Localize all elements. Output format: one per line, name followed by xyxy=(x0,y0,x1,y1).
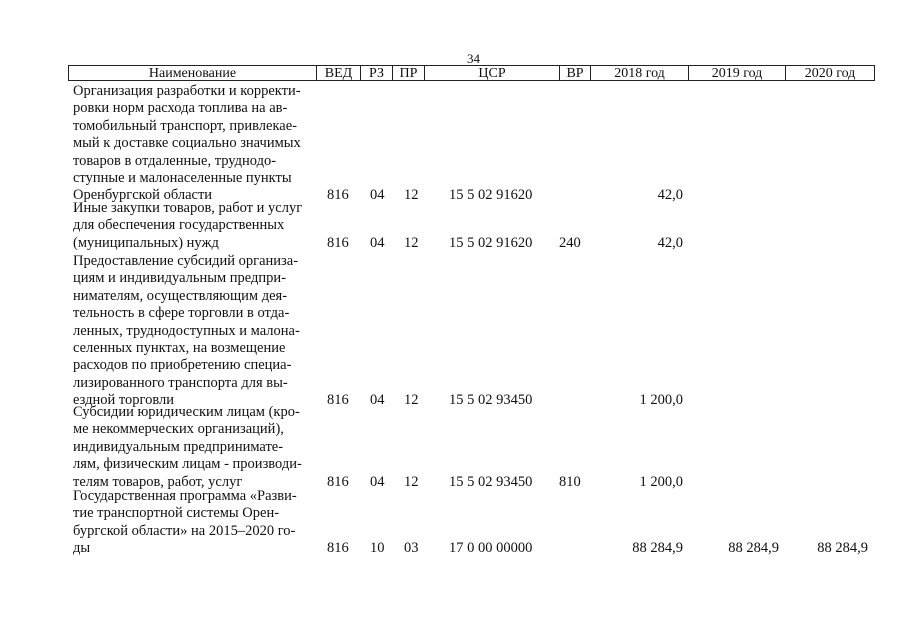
cell-csr: 15 5 02 91620 xyxy=(449,234,533,251)
row-name xyxy=(73,200,313,252)
table-header xyxy=(68,65,875,81)
cell-pr: 12 xyxy=(404,473,419,490)
row-name-line: селенных пунктах, на возмещение xyxy=(73,340,286,357)
row-name-line: индивидуальным предпринимате- xyxy=(73,438,284,455)
row-name-line: тие транспортной системы Орен- xyxy=(73,505,280,522)
row-name-line: ездной торговли xyxy=(73,392,174,409)
cell-pr: 12 xyxy=(404,234,419,251)
row-name-line: ровки норм расхода топлива на ав- xyxy=(73,100,288,117)
cell-ved: 816 xyxy=(327,540,349,557)
cell-ved: 816 xyxy=(327,473,349,490)
header-csr: ЦСР xyxy=(425,66,560,80)
row-name-line: Государственная программа «Разви- xyxy=(73,488,297,504)
header-ved: ВЕД xyxy=(317,66,361,80)
page-number: 34 xyxy=(467,51,480,66)
cell-y2018: 42,0 xyxy=(657,234,683,251)
row-name-line: лизированного транспорта для вы- xyxy=(73,374,288,391)
row-name-line: Предоставление субсидий организа- xyxy=(73,253,299,269)
cell-rz: 10 xyxy=(370,540,385,557)
cell-ved: 816 xyxy=(327,234,349,251)
cell-rz: 04 xyxy=(370,187,385,204)
row-name-line: лям, физическим лицам - производи- xyxy=(73,456,302,473)
cell-y2018: 1 200,0 xyxy=(639,473,683,490)
row-name-line: телям товаров, работ, услуг xyxy=(73,473,243,490)
cell-y2018: 88 284,9 xyxy=(632,540,683,557)
row-name-line: Иные закупки товаров, работ и услуг xyxy=(73,200,303,216)
cell-rz: 04 xyxy=(370,234,385,251)
row-name-line: ленных, труднодоступных и малона- xyxy=(73,322,300,339)
row-name-line: томобильный транспорт, привлекае- xyxy=(73,117,297,134)
cell-csr: 15 5 02 93450 xyxy=(449,473,533,490)
row-name xyxy=(73,404,313,491)
row-name-line: Организация разработки и корректи- xyxy=(73,83,301,99)
header-2020: 2020 год xyxy=(804,66,856,81)
row-name xyxy=(73,83,313,205)
row-name-line: мый к доставке социально значимых xyxy=(73,135,301,152)
cell-y2019: 88 284,9 xyxy=(728,540,779,557)
header-2019: 2019 год xyxy=(689,66,786,80)
row-name-line: бургской области» на 2015–2020 го- xyxy=(73,522,296,539)
row-name-line: расходов по приобретению специа- xyxy=(73,357,292,374)
row-name xyxy=(73,253,313,410)
cell-ved: 816 xyxy=(327,187,349,204)
cell-rz: 04 xyxy=(370,473,385,490)
row-name-line: тельность в сфере торговли в отда- xyxy=(73,305,290,322)
cell-csr: 15 5 02 91620 xyxy=(449,187,533,204)
cell-y2020: 88 284,9 xyxy=(817,540,868,557)
cell-csr: 17 0 00 00000 xyxy=(449,540,533,557)
cell-pr: 12 xyxy=(404,392,419,409)
cell-y2018: 1 200,0 xyxy=(639,392,683,409)
row-name-line: циям и индивидуальным предпри- xyxy=(73,270,287,287)
row-name-line: Субсидии юридическим лицам (кро- xyxy=(73,404,300,420)
cell-y2018: 42,0 xyxy=(657,187,683,204)
row-name-line: Оренбургской области xyxy=(73,187,213,204)
row-name-line: ме некоммерческих организаций), xyxy=(73,421,284,438)
row-name-line: товаров в отдаленные, труднодо- xyxy=(73,152,277,169)
row-name xyxy=(73,488,313,558)
row-name-line: ступные и малонаселенные пункты xyxy=(73,170,292,187)
header-vr: ВР xyxy=(560,66,591,80)
cell-ved: 816 xyxy=(327,392,349,409)
cell-pr: 12 xyxy=(404,187,419,204)
cell-vr: 810 xyxy=(559,473,581,490)
row-name-line: для обеспечения государственных xyxy=(73,217,285,234)
header-2018: 2018 год xyxy=(591,66,689,80)
header-rz: РЗ xyxy=(361,66,393,80)
cell-csr: 15 5 02 93450 xyxy=(449,392,533,409)
row-name-line: нимателям, осуществляющим дея- xyxy=(73,287,288,304)
row-name-line: ды xyxy=(73,540,91,557)
row-name-line: (муниципальных) нужд xyxy=(73,234,219,251)
header-pr: ПР xyxy=(393,66,425,80)
cell-pr: 03 xyxy=(404,540,419,557)
cell-vr: 240 xyxy=(559,234,581,251)
cell-rz: 04 xyxy=(370,392,385,409)
header-name: Наименование xyxy=(69,66,317,80)
